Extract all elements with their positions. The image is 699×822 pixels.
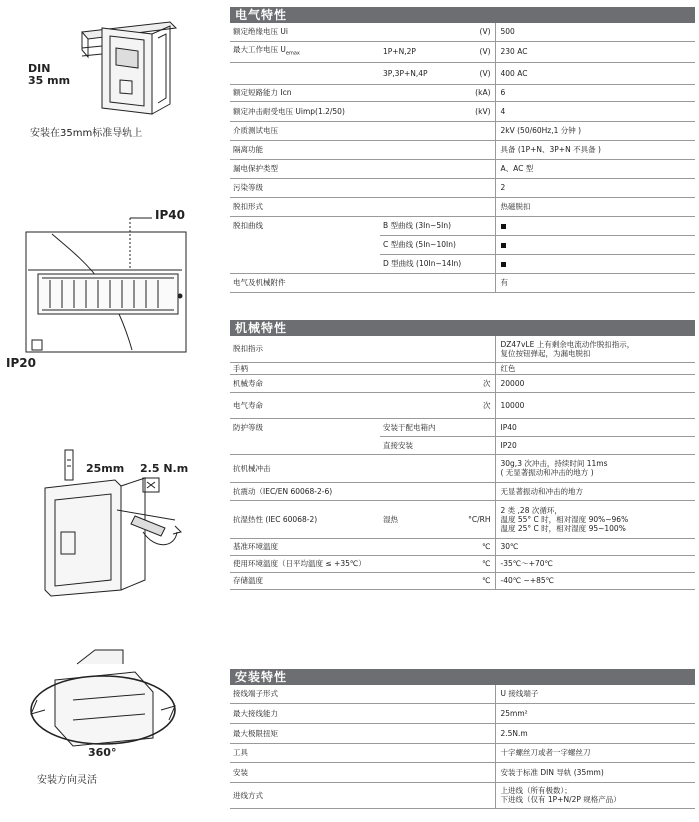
- table-row: [230, 140, 695, 159]
- row-sub: [380, 178, 465, 197]
- row-value-line: 上进线（所有极数）；: [500, 786, 572, 795]
- row-value: IP40: [495, 418, 695, 436]
- row-value: 10000: [495, 392, 695, 418]
- table-row: [230, 41, 695, 62]
- row-sub: 安装于配电箱内: [380, 418, 465, 436]
- table-row: [230, 84, 695, 101]
- row-value: 500: [495, 23, 695, 41]
- row-label: 基准环境温度: [230, 538, 380, 555]
- row-label: 介质测试电压: [230, 121, 380, 140]
- row-value: 十字螺丝刀或者一字螺丝刀: [495, 743, 695, 762]
- row-label: 额定绝缘电压 Ui: [230, 23, 380, 41]
- row-label-main: 最大工作电压 U: [233, 44, 286, 54]
- row-label: 最大极限扭矩: [230, 723, 495, 743]
- row-value: 有: [495, 273, 695, 292]
- row-value-line: DZ47vLE 上有剩余电流动作脱扣指示，: [500, 339, 635, 349]
- row-unit: (V): [465, 41, 495, 62]
- row-value-line: 温度 55° C 时，相对湿度 90%~96%: [500, 514, 629, 524]
- row-value: 30℃: [495, 538, 695, 555]
- row-label: 进线方式: [230, 782, 495, 808]
- row-label: 存储温度: [230, 572, 380, 589]
- row-label: 脱扣形式: [230, 197, 380, 216]
- table-row: [230, 121, 695, 140]
- row-value: 4: [495, 101, 695, 121]
- table-row: [230, 235, 695, 254]
- installation-section: [230, 669, 695, 809]
- row-label: 使用环境温度（日平均温度 ≤ +35℃）: [230, 555, 465, 572]
- row-sub: [380, 197, 465, 216]
- table-row: [230, 254, 695, 273]
- row-value: 2.5N.m: [495, 723, 695, 743]
- row-label: 电气及机械附件: [230, 273, 380, 292]
- table-row: [230, 538, 695, 555]
- table-row: [230, 273, 695, 292]
- row-sub: [380, 121, 465, 140]
- mechanical-table: [230, 336, 695, 590]
- mechanical-title: 机械特性: [230, 320, 695, 336]
- row-unit: [465, 216, 495, 235]
- row-unit: [465, 197, 495, 216]
- table-row: [230, 159, 695, 178]
- row-label: [230, 62, 380, 84]
- row-label: 抗湿热性 (IEC 60068-2): [230, 500, 380, 538]
- row-label: 防护等级: [233, 422, 263, 432]
- table-row: [230, 500, 695, 538]
- row-value-line: 温度 25° C 时，相对湿度 95~100%: [500, 523, 626, 533]
- table-row: [230, 743, 695, 762]
- table-row: [230, 216, 695, 235]
- table-row: [230, 685, 695, 703]
- table-row: [230, 703, 695, 723]
- row-label: [230, 41, 380, 62]
- row-unit: [465, 159, 495, 178]
- rotation-label: 360°: [88, 746, 117, 759]
- row-value: A、AC 型: [495, 159, 695, 178]
- row-value: 红色: [495, 362, 695, 374]
- row-label-subscript: emax: [285, 50, 300, 57]
- rotation-illustration: [25, 640, 215, 760]
- row-sub: [380, 101, 465, 121]
- table-row: [230, 436, 695, 454]
- row-value: 无显著振动和冲击的地方: [495, 482, 695, 500]
- table-row: [230, 336, 695, 362]
- row-sub: [380, 273, 465, 292]
- table-row: [230, 23, 695, 41]
- row-sub: [380, 140, 465, 159]
- row-unit: [465, 235, 495, 254]
- row-label: 隔离功能: [230, 140, 380, 159]
- row-label: 脱扣指示: [230, 336, 380, 362]
- row-unit: ℃: [465, 555, 495, 572]
- row-value: 230 AC: [495, 41, 695, 62]
- table-row: [230, 723, 695, 743]
- row-unit: (kA): [465, 84, 495, 101]
- row-value: [495, 454, 695, 482]
- table-row: [230, 782, 695, 808]
- row-unit: [465, 273, 495, 292]
- row-unit: (V): [465, 62, 495, 84]
- row-unit: (V): [465, 23, 495, 41]
- electrical-section: [230, 7, 695, 293]
- table-row: [230, 178, 695, 197]
- row-value: 2kV (50/60Hz,1 分钟 ): [495, 121, 695, 140]
- table-row: [230, 555, 695, 572]
- table-row: [230, 62, 695, 84]
- row-label: 电气寿命: [230, 392, 380, 418]
- row-sub: [380, 84, 465, 101]
- row-value: 6: [495, 84, 695, 101]
- illustration-column: [0, 0, 222, 822]
- square-icon: [501, 224, 506, 229]
- row-value-line: ( 无显著振动和冲击的地方 ): [500, 468, 594, 477]
- row-sub: D 型曲线 (10In~14In): [380, 254, 465, 273]
- row-value: [495, 336, 695, 362]
- row-sub: 1P+N,2P: [380, 41, 465, 62]
- row-unit: 次: [465, 392, 495, 418]
- square-icon: [501, 243, 506, 248]
- ip20-label: IP20: [6, 356, 36, 370]
- row-value-line: 复位按钮弹起，为漏电脱扣: [500, 348, 591, 358]
- row-label: 机械寿命: [230, 374, 380, 392]
- table-row: [230, 572, 695, 589]
- installation-table: [230, 685, 695, 809]
- row-unit: [465, 121, 495, 140]
- row-value: 25mm²: [495, 703, 695, 723]
- row-label: [230, 436, 380, 454]
- row-sub: 直接安装: [380, 436, 465, 454]
- row-unit: ℃: [465, 538, 495, 555]
- row-label: 工具: [230, 743, 495, 762]
- din-caption: 安装在35mm标准导轨上: [30, 128, 143, 139]
- electrical-title: 电气特性: [230, 7, 695, 23]
- row-label: 手柄: [230, 362, 380, 374]
- row-value-line: 30g,3 次冲击，持续时间 11ms: [500, 459, 608, 468]
- mechanical-section: [230, 320, 695, 590]
- row-value: 20000: [495, 374, 695, 392]
- row-sub: B 型曲线 (3In~5In): [380, 216, 465, 235]
- row-unit: [465, 140, 495, 159]
- electrical-table: [230, 23, 695, 293]
- table-row: [230, 374, 695, 392]
- row-label: [230, 235, 380, 254]
- ip40-label: IP40: [155, 208, 185, 222]
- row-label: 额定短路能力 Icn: [230, 84, 380, 101]
- row-unit: [465, 254, 495, 273]
- row-value: 400 AC: [495, 62, 695, 84]
- row-label: 漏电保护类型: [230, 159, 380, 178]
- row-value: [495, 782, 695, 808]
- table-row: [230, 454, 695, 482]
- row-value: 具备 (1P+N、3P+N 不具备 ): [495, 140, 695, 159]
- din-label: DIN: [28, 62, 51, 75]
- row-label: 接线端子形式: [230, 685, 495, 703]
- row-value-line: 下进线（仅有 1P+N/2P 规格产品）: [500, 795, 621, 804]
- rotate-caption: 安装方向灵活: [37, 775, 97, 786]
- row-value: [495, 216, 695, 235]
- row-value: 安装于标准 DIN 导轨 (35mm): [495, 762, 695, 782]
- row-label: 脱扣曲线: [233, 221, 263, 231]
- row-value-line: 2 类 ,28 次循环，: [500, 505, 562, 515]
- row-value: 2: [495, 178, 695, 197]
- row-sub: [380, 23, 465, 41]
- din-size-label: 35 mm: [28, 74, 71, 87]
- row-unit: (kV): [465, 101, 495, 121]
- row-label: 安装: [230, 762, 495, 782]
- row-label: 污染等级: [230, 178, 380, 197]
- row-sub: 湿热: [380, 500, 465, 538]
- row-unit: °C/RH: [465, 500, 495, 538]
- row-value: 热磁脱扣: [495, 197, 695, 216]
- row-label: [230, 254, 380, 273]
- row-value: [495, 254, 695, 273]
- row-value: U 接线端子: [495, 685, 695, 703]
- square-icon: [501, 262, 506, 267]
- table-row: [230, 197, 695, 216]
- table-row: [230, 418, 695, 436]
- row-value: -40℃ ~+85℃: [495, 572, 695, 589]
- row-value: -35℃～+70℃: [495, 555, 695, 572]
- table-row: [230, 482, 695, 500]
- torque-label: 2.5 N.m: [140, 462, 189, 475]
- row-sub: C 型曲线 (5In~10In): [380, 235, 465, 254]
- table-row: [230, 101, 695, 121]
- table-row: [230, 392, 695, 418]
- table-row: [230, 362, 695, 374]
- row-sub: [380, 159, 465, 178]
- row-label: 抗机械冲击: [230, 454, 380, 482]
- row-value: [495, 235, 695, 254]
- row-sub: 3P,3P+N,4P: [380, 62, 465, 84]
- row-unit: [465, 178, 495, 197]
- installation-title: 安装特性: [230, 669, 695, 685]
- table-row: [230, 762, 695, 782]
- distribution-box-illustration: [22, 200, 222, 360]
- row-value: [495, 500, 695, 538]
- row-label: 抗震动（IEC/EN 60068-2-6): [230, 482, 380, 500]
- row-unit: 次: [465, 374, 495, 392]
- row-label: 最大接线能力: [230, 703, 495, 723]
- row-unit: ℃: [465, 572, 495, 589]
- row-value: IP20: [495, 436, 695, 454]
- wire-length-label: 25mm: [86, 462, 125, 475]
- row-label: 额定冲击耐受电压 Uimp(1.2/50): [230, 101, 380, 121]
